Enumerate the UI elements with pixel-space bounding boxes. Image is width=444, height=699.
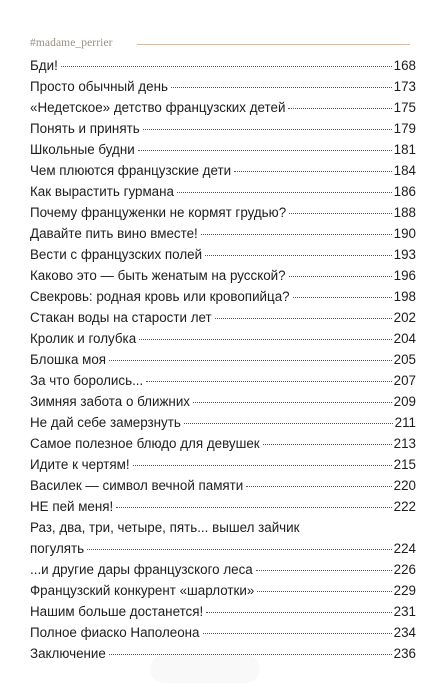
toc-entry-page: 213 <box>393 436 416 451</box>
toc-entry-title: Понять и принять <box>30 121 140 136</box>
dot-leader <box>215 318 392 319</box>
toc-entry <box>30 391 416 412</box>
toc-entry <box>30 328 416 349</box>
toc-entry-title: За что боролись... <box>30 373 144 388</box>
toc-entry-title: Бди! <box>30 58 58 73</box>
toc-entry-page: 236 <box>393 646 416 661</box>
toc-entry-page: 209 <box>393 394 416 409</box>
dot-leader <box>61 66 392 67</box>
toc-entry-title: Почему француженки не кормят грудью? <box>30 205 287 220</box>
dot-leader <box>263 444 392 445</box>
toc-entry-title: Свекровь: родная кровь или кровопийца? <box>30 289 290 304</box>
toc-entry-page: 215 <box>393 457 416 472</box>
toc-entry-title: Чем плюются французские дети <box>30 163 232 178</box>
toc-entry-page: 229 <box>393 583 416 598</box>
dot-leader <box>256 570 392 571</box>
dot-leader <box>139 339 392 340</box>
dot-leader <box>184 423 393 424</box>
toc-entry-page: 168 <box>393 58 416 73</box>
header-rule <box>137 44 410 45</box>
toc-entry-title: Нашим больше достанется! <box>30 604 204 619</box>
dot-leader <box>288 108 391 109</box>
dot-leader <box>87 549 391 550</box>
dot-leader <box>257 591 391 592</box>
toc-entry <box>30 139 416 160</box>
toc-entry-page: 224 <box>393 541 416 556</box>
toc-entry <box>30 622 416 643</box>
dot-leader <box>133 465 392 466</box>
toc-entry-page: 226 <box>393 562 416 577</box>
toc-entry-title: Каково это — быть женатым на русской? <box>30 268 286 283</box>
toc-entry-page: 211 <box>394 415 416 430</box>
toc-entry-title: Идите к чертям! <box>30 457 130 472</box>
dot-leader <box>234 171 392 172</box>
toc-entry-title: Самое полезное блюдо для девушек <box>30 436 260 451</box>
toc-entry-page: 205 <box>393 352 416 367</box>
toc-entry <box>30 97 416 118</box>
toc-entry <box>30 412 416 433</box>
toc-entry <box>30 601 416 622</box>
toc-entry <box>30 223 416 244</box>
toc-entry-title: «Недетское» детство французских детей <box>30 100 286 115</box>
toc-entry <box>30 454 416 475</box>
toc-entry-title: Блошка моя <box>30 352 107 367</box>
dot-leader <box>116 507 391 508</box>
dot-leader <box>143 129 392 130</box>
running-head: #madame_perrier <box>30 37 113 49</box>
toc-entry-page: 231 <box>393 604 416 619</box>
toc-entry <box>30 160 416 181</box>
toc-entry-title-continued: погулять <box>30 541 85 556</box>
toc-entry-page: 186 <box>393 184 416 199</box>
dot-leader <box>246 486 391 487</box>
dot-leader <box>177 192 392 193</box>
toc-entry <box>30 244 416 265</box>
toc-entry <box>30 475 416 496</box>
toc-entry-page: 190 <box>393 226 416 241</box>
faint-watermark <box>150 655 260 683</box>
toc-entry-title: Давайте пить вино вместе! <box>30 226 198 241</box>
toc-entry <box>30 307 416 328</box>
toc-entry-page: 196 <box>393 268 416 283</box>
toc-entry-page: 204 <box>393 331 416 346</box>
toc-entry-title: Зимняя забота о ближних <box>30 394 191 409</box>
toc-entry-page: 234 <box>393 625 416 640</box>
toc-entry-title: Вести с французских полей <box>30 247 203 262</box>
dot-leader <box>289 276 392 277</box>
toc-entry-title: Школьные будни <box>30 142 135 157</box>
toc-entry-page: 193 <box>393 247 416 262</box>
toc-entry-title: Французский конкурент «шарлотки» <box>30 583 255 598</box>
toc-entry-title: Стакан воды на старости лет <box>30 310 212 325</box>
dot-leader <box>138 150 392 151</box>
toc-entry <box>30 76 416 97</box>
toc-entry <box>30 496 416 517</box>
toc-entry <box>30 559 416 580</box>
toc-entry-title: Как вырастить гурмана <box>30 184 174 199</box>
toc-entry-page: 179 <box>393 121 416 136</box>
toc-entry-page: 220 <box>393 478 416 493</box>
toc-entry-title: Раз, два, три, четыре, пять... вышел зайчик <box>30 520 300 535</box>
toc-entry <box>30 202 416 223</box>
dot-leader <box>109 360 392 361</box>
dot-leader <box>205 255 392 256</box>
toc-entry <box>30 55 416 76</box>
dot-leader <box>171 87 392 88</box>
toc-entry-page: 188 <box>393 205 416 220</box>
toc-entry-page: 202 <box>393 310 416 325</box>
toc-entry-page: 222 <box>393 499 416 514</box>
toc-entry-title: Заключение <box>30 646 106 661</box>
toc-entry-title: НЕ пей меня! <box>30 499 114 514</box>
toc-entry <box>30 517 416 559</box>
toc-entry-title: Не дай себе замерзнуть <box>30 415 181 430</box>
dot-leader <box>293 297 392 298</box>
toc-entry <box>30 433 416 454</box>
toc-entry <box>30 181 416 202</box>
toc-entry <box>30 580 416 601</box>
dot-leader <box>201 234 392 235</box>
toc-entry <box>30 286 416 307</box>
dot-leader <box>193 402 392 403</box>
toc-entry-title: Кролик и голубка <box>30 331 137 346</box>
toc-entry-title: Просто обычный день <box>30 79 168 94</box>
toc-entry-title: ...и другие дары французского леса <box>30 562 253 577</box>
toc-entry-page: 198 <box>393 289 416 304</box>
toc-entry-title: Василек — символ вечной памяти <box>30 478 244 493</box>
toc-entry-page: 173 <box>393 79 416 94</box>
table-of-contents <box>30 55 416 664</box>
toc-entry <box>30 370 416 391</box>
toc-entry-page: 207 <box>393 373 416 388</box>
dot-leader <box>289 213 392 214</box>
dot-leader <box>146 381 391 382</box>
toc-entry <box>30 118 416 139</box>
dot-leader <box>206 612 391 613</box>
toc-entry <box>30 265 416 286</box>
toc-entry-page: 184 <box>393 163 416 178</box>
toc-entry-page: 181 <box>393 142 416 157</box>
dot-leader <box>203 633 392 634</box>
toc-entry <box>30 349 416 370</box>
toc-entry-title: Полное фиаско Наполеона <box>30 625 200 640</box>
toc-entry-page: 175 <box>393 100 416 115</box>
